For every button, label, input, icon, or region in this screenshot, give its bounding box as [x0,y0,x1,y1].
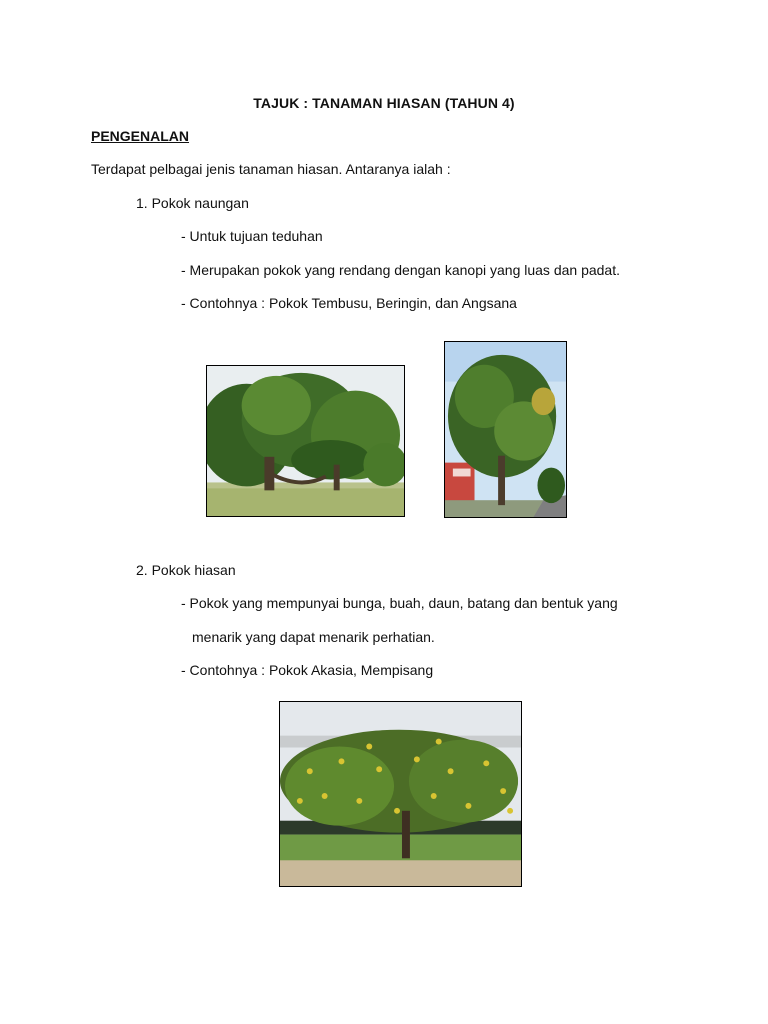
item1-point: - Contohnya : Pokok Tembusu, Beringin, dan Angsana [181,295,517,311]
item1-point: - Merupakan pokok yang rendang dengan kanopi yang luas dan padat. [181,262,620,278]
item1-heading: 1. Pokok naungan [136,195,249,211]
intro-text: Terdapat pelbagai jenis tanaman hiasan. Antaranya ialah : [91,161,451,177]
item2-point: - Pokok yang mempunyai bunga, buah, daun, batang dan bentuk yang [181,595,618,611]
section-heading: PENGENALAN [91,128,190,144]
shade-tree-photo-wide [206,365,405,517]
shade-tree-photo-roadside [444,341,567,518]
item1-point: - Untuk tujuan teduhan [181,228,323,244]
item2-point: menarik yang dapat menarik perhatian. [192,629,435,645]
item2-point: - Contohnya : Pokok Akasia, Mempisang [181,662,434,678]
ornamental-tree-photo [279,701,522,887]
document-title: TAJUK : TANAMAN HIASAN (TAHUN 4) [253,95,515,111]
item2-heading: 2. Pokok hiasan [136,562,236,578]
